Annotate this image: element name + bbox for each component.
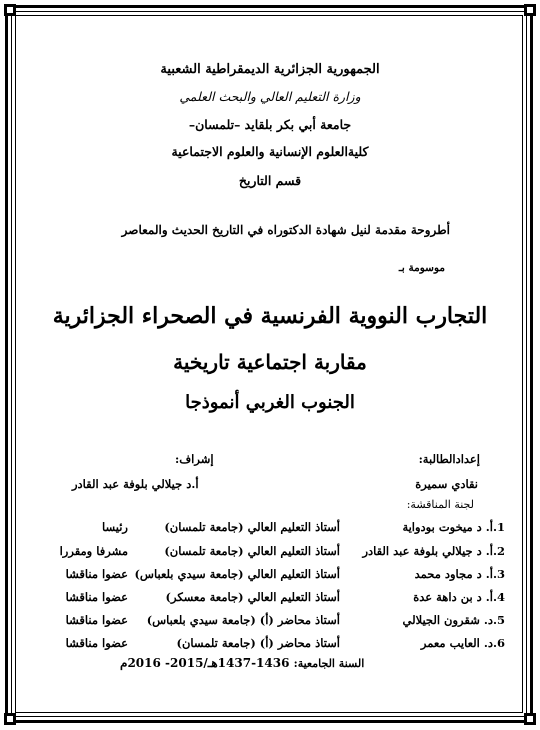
thesis-title: التجارب النووية الفرنسية في الصحراء الجزائرية: [52, 303, 488, 329]
committee-row: [0, 544, 540, 564]
committee-row: [0, 636, 540, 656]
member-rank: أستاذ التعليم العالي (جامعة تلمسان): [164, 544, 340, 558]
member-name: 4.أ. د بن داهة عدة: [413, 590, 505, 604]
corner-ornament-top-left: [4, 4, 16, 16]
academic-year-label: السنة الجامعية:: [293, 657, 365, 670]
thesis-subtitle-2: الجنوب الغربي أنموذجا: [185, 392, 355, 413]
member-rank: أستاذ محاضر (أ) (جامعة تلمسان): [176, 636, 340, 650]
member-rank: أستاذ التعليم العالي (جامعة سيدي بلعباس): [134, 567, 340, 581]
member-role: عضوا مناقشا: [65, 567, 128, 581]
committee-label: لجنة المناقشة:: [406, 498, 474, 511]
member-name: 5.د. شقرون الجيلالي: [402, 613, 505, 627]
supervisor-name: أ.د جيلالي بلوفة عبد القادر: [72, 477, 199, 491]
member-name: 2.أ. د جيلالي بلوفة عبد القادر: [362, 544, 505, 558]
thesis-subtitle: مقاربة اجتماعية تاريخية: [173, 350, 367, 374]
corner-ornament-bottom-left: [4, 713, 16, 725]
member-role: عضوا مناقشا: [65, 613, 128, 627]
student-label: إعدادالطالبة:: [418, 452, 480, 466]
member-rank: أستاذ محاضر (أ) (جامعة سيدي بلعباس): [146, 613, 340, 627]
committee-row: [0, 520, 540, 540]
member-rank: أستاذ التعليم العالي (جامعة معسكر): [165, 590, 340, 604]
member-role: رئيسا: [102, 520, 128, 534]
corner-ornament-bottom-right: [524, 713, 536, 725]
corner-ornament-top-right: [524, 4, 536, 16]
committee-row: [0, 590, 540, 610]
faculty-name: كليةالعلوم الإنسانية والعلوم الاجتماعية: [171, 144, 369, 159]
academic-year: [120, 656, 364, 670]
titled-label: موسومة بـ: [398, 262, 445, 274]
university-name: جامعة أبي بكر بلقايد –تلمسان–: [188, 117, 352, 132]
member-name: 3.أ. د مجاود محمد: [414, 567, 505, 581]
department-name: قسم التاريخ: [238, 173, 302, 188]
member-name: 1.أ. د ميخوت بودواية: [402, 520, 505, 534]
member-rank: أستاذ التعليم العالي (جامعة تلمسان): [164, 520, 340, 534]
academic-year-value: 1436-1437هـ/2015- 2016م: [120, 656, 290, 670]
republic-name: الجمهورية الجزائرية الديمقراطية الشعبية: [160, 62, 380, 77]
supervisor-label: إشراف:: [175, 452, 214, 466]
member-role: مشرفا ومقررا: [59, 544, 128, 558]
member-role: عضوا مناقشا: [65, 590, 128, 604]
student-name: نقادي سميرة: [415, 477, 478, 491]
member-role: عضوا مناقشا: [65, 636, 128, 650]
ministry-name: وزارة التعليم العالي والبحث العلمي: [179, 89, 361, 104]
thesis-statement: أطروحة مقدمة لنيل شهادة الدكتوراه في التاريخ الحديث والمعاصر: [121, 223, 450, 237]
member-name: 6.د. العايب معمر: [420, 636, 505, 650]
committee-row: [0, 567, 540, 587]
committee-row: [0, 613, 540, 633]
